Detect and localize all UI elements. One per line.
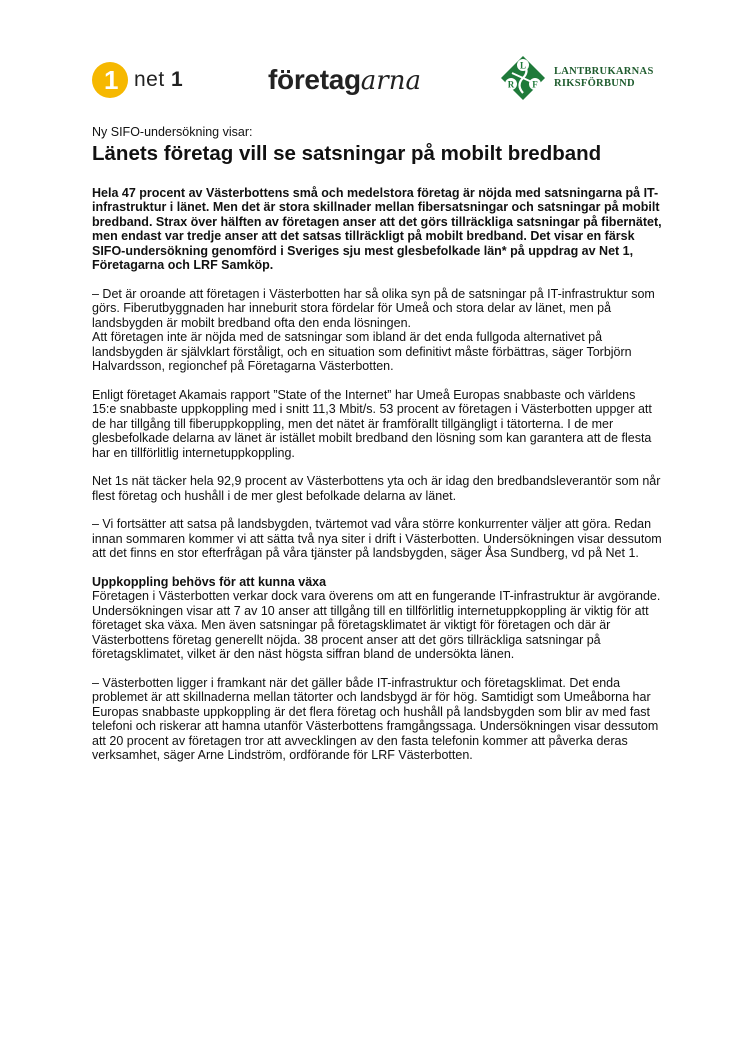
article — [92, 125, 662, 777]
lrf-logo — [500, 55, 654, 101]
paragraph-3: Net 1s nät täcker hela 92,9 procent av Västerbottens yta och är idag den bredbandsleverantör som når flest företag och hushåll i de mer glest befolkade delarna av länet. — [92, 474, 661, 503]
net1-word: net — [134, 68, 165, 91]
foretagarna-part1: företag — [268, 64, 361, 95]
net1-logo — [92, 60, 183, 100]
foretagarna-part2: arna — [360, 66, 421, 96]
foretagarna-logo — [268, 64, 421, 96]
lrf-letter-f: F — [532, 79, 538, 90]
net1-badge-digit: 1 — [104, 65, 119, 95]
article-lead: Hela 47 procent av Västerbottens små och medelstora företag är nöjda med satsningarna på IT-infrastruktur i länet. Men det är stora skillnader mellan fibersatsningar och satsningar på mobilt bredband. Strax över hälften av företagen anser att det görs tillräckliga satsningar på fibernätet, men endast var tredje anser att det satsas tillräckligt på mobilt bredband. Det visar en färsk SIFO-undersökning genomförd i Sveriges sju mest glesbefolkade län* på uppdrag av Net 1, Företagarna och LRF Samköp. — [92, 185, 662, 272]
lrf-letter-r: R — [507, 79, 515, 90]
paragraph-5: Företagen i Västerbotten verkar dock vara överens om att en fungerande IT-infrastruktur är avgörande. Undersökningen visar att 7 av 10 anser att tillgång till en tillförlitlig internetuppkoppling är viktig för att företaget ska växa. Men även satsningar på företagsklimatet är viktigt för företagen och där är Västerbottens företag generellt nöjda. 38 procent anser att det görs tillräckliga satsningar på företagsklimatet, vilket är den näst högsta siffran bland de undersökta länen. — [92, 589, 661, 661]
lrf-line2: RIKSFÖRBUND — [554, 78, 635, 89]
net1-word-bold: 1 — [171, 68, 184, 91]
lrf-letter-l: L — [519, 60, 527, 71]
subheading: Uppkoppling behövs för att kunna växa — [92, 574, 327, 589]
lrf-wordmark — [554, 66, 654, 90]
paragraph-4: – Vi fortsätter att satsa på landsbygden, tvärtemot vad våra större konkurrenter väljer att göra. Redan innan sommaren kommer vi att sätta två nya siter i drift i Västerbotten. Undersökningen visar dessutom att det finns en stor efterfrågan på våra tjänster på landsbygden, säger Åsa Sundberg, vd på Net 1. — [92, 517, 662, 560]
logo-bar — [0, 55, 746, 105]
net1-badge-icon — [92, 62, 128, 98]
net1-wordmark — [134, 68, 183, 92]
paragraph-2: Enligt företaget Akamais rapport ”State of the Internet” har Umeå Europas snabbaste och världens 15:e snabbaste uppkoppling med i snitt 11,3 Mbit/s. 53 procent av företagen i Västerbotten uppger att de har tillgång till fiberuppkoppling, men det nätet är framförallt tillgängligt i tätorterna. I de mer glesbefolkade delarna av länet är istället mobilt bredband den lösning som kan garantera att de flesta har en tillförlitlig internetuppkoppling. — [92, 387, 652, 460]
paragraph — [92, 287, 662, 374]
lrf-emblem-icon — [500, 55, 546, 101]
article-kicker: Ny SIFO-undersökning visar: — [92, 125, 253, 139]
paragraph — [92, 575, 662, 662]
paragraph-6: – Västerbotten ligger i framkant när det gäller både IT-infrastruktur och företagsklimat. Det enda problemet är att skillnaderna mellan tätorter och landsbygd är för hög. Samtidigt som Umeåborna har Europas snabbaste uppkoppling är det flera företag och hushåll på landsbygden som blir av med fast telefoni och riskerar att hamna utanför Västerbottens framgångssaga. Undersökningen visar dessutom att 20 procent av företagen tror att avvecklingen av den fasta telefonin kommer att påverka deras verksamhet, säger Arne Lindström, ordförande för LRF Västerbotten. — [92, 675, 659, 762]
paragraph-1b: Att företagen inte är nöjda med de satsningar som ibland är det enda fullgoda alternativet på landsbygden är självklart förståligt, och en situation som definitivt måste förbättras, säger Torbjörn Halvardsson, regionchef på Företagarna Västerbotten. — [92, 330, 632, 373]
article-title: Länets företag vill se satsningar på mobilt bredband — [92, 141, 602, 165]
paragraph-1a: – Det är oroande att företagen i Västerbotten har så olika syn på de satsningar på IT-infrastruktur som görs. Fiberutbyggnaden har inneburit stora fördelar för Umeå och stora delar av länet, men på landsbygden är mobilt bredband ofta den enda lösningen. — [92, 286, 655, 330]
lrf-line1: LANTBRUKARNAS — [554, 66, 654, 77]
